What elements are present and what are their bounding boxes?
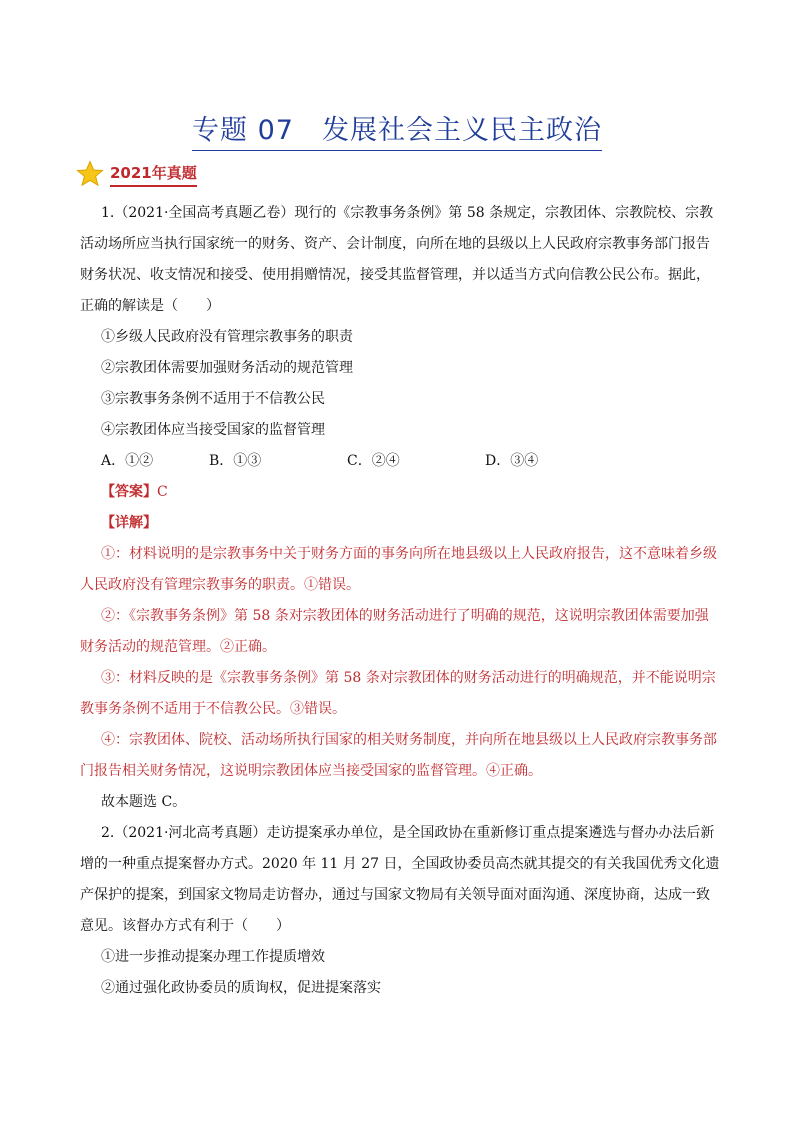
answer-line bbox=[80, 477, 720, 508]
question-2-option-2: ②通过强化政协委员的质询权，促进提案落实 bbox=[101, 980, 381, 996]
question-1-option-2: ②宗教团体需要加强财务活动的规范管理 bbox=[101, 360, 353, 376]
star-icon bbox=[76, 160, 104, 188]
question-2 bbox=[80, 818, 720, 1004]
detail-3: ③：材料反映的是《宗教事务条例》第 58 条对宗教团体的财务活动进行的明确规范，并不能说明宗教事务条例不适用于不信教公民。③错误。 bbox=[80, 670, 716, 717]
question-2-stem: 2.（2021·河北高考真题）走访提案承办单位，是全国政协在重新修订重点提案遴选与督办办法后新增的一种重点提案督办方式。2020 年 11 月 27 日，全国政协委员高杰就其提交的有关我国优秀文化遗产保护的提案，到国家文物局走访督办，通过与国家文物局有关领导面对面沟通、深度协商，达成一致意见。该督办方式有利于（ ） bbox=[80, 825, 720, 934]
question-1 bbox=[80, 198, 720, 818]
detail-2: ②：《宗教事务条例》第 58 条对宗教团体的财务活动进行了明确的规范，这说明宗教团体需要加强财务活动的规范管理。②正确。 bbox=[80, 608, 709, 655]
answer-label: 【答案】 bbox=[101, 484, 157, 500]
choice-b: B．①③ bbox=[209, 453, 262, 469]
question-1-conclusion: 故本题选 C。 bbox=[101, 794, 187, 810]
page-title-text: 专题 07 发展社会主义民主政治 bbox=[192, 108, 602, 151]
section-header bbox=[76, 158, 197, 190]
question-1-option-1: ①乡级人民政府没有管理宗教事务的职责 bbox=[101, 329, 353, 345]
document-body bbox=[80, 198, 720, 1004]
choice-d: D．③④ bbox=[485, 453, 539, 469]
detail-4: ④：宗教团体、院校、活动场所执行国家的相关财务制度，并向所在地县级以上人民政府宗教事务部门报告相关财务情况，这说明宗教团体应当接受国家的监督管理。④正确。 bbox=[80, 732, 717, 779]
question-1-stem: 1.（2021·全国高考真题乙卷）现行的《宗教事务条例》第 58 条规定，宗教团体、宗教院校、宗教活动场所应当执行国家统一的财务、资产、会计制度，向所在地的县级以上人民政府宗教事务部门报告财务状况、收支情况和接受、使用捐赠情况，接受其监督管理，并以适当方式向信教公民公布。据此，正确的解读是（ ） bbox=[80, 205, 714, 314]
answer-value: C bbox=[157, 484, 168, 500]
detail-1: ①：材料说明的是宗教事务中关于财务方面的事务向所在地县级以上人民政府报告，这不意味着乡级人民政府没有管理宗教事务的职责。①错误。 bbox=[80, 546, 717, 593]
choice-a: A．①② bbox=[101, 453, 154, 469]
question-1-option-3: ③宗教事务条例不适用于不信教公民 bbox=[101, 391, 325, 407]
choice-c: C．②④ bbox=[347, 453, 400, 469]
question-2-option-1: ①进一步推动提案办理工作提质增效 bbox=[101, 949, 325, 965]
page-title bbox=[0, 108, 794, 151]
question-1-option-4: ④宗教团体应当接受国家的监督管理 bbox=[101, 422, 325, 438]
detail-label: 【详解】 bbox=[101, 515, 157, 531]
question-1-choices bbox=[80, 446, 720, 477]
section-label: 2021年真题 bbox=[110, 162, 197, 187]
